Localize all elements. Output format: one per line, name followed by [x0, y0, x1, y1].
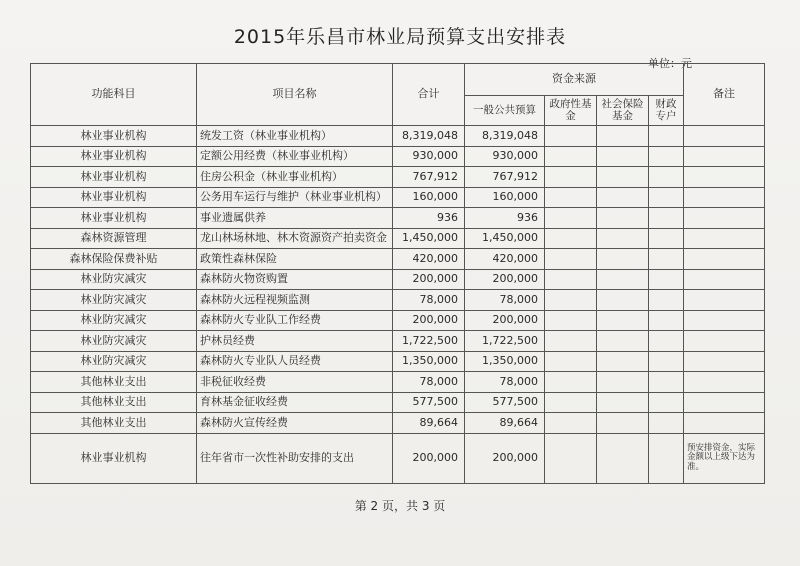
budget-table [30, 63, 765, 484]
cell-subject: 森林保险保费补贴 [31, 249, 197, 270]
cell-social-insurance-fund [597, 228, 649, 249]
cell-remarks [684, 413, 765, 434]
header-funding-source: 资金来源 [465, 64, 684, 96]
cell-total: 936 [393, 208, 465, 229]
cell-remarks [684, 331, 765, 352]
cell-gov-fund [545, 269, 597, 290]
cell-project: 森林防火专业队工作经费 [197, 310, 393, 331]
cell-social-insurance-fund [597, 433, 649, 483]
cell-gov-fund [545, 208, 597, 229]
cell-project: 非税征收经费 [197, 372, 393, 393]
cell-fiscal-special [649, 167, 684, 188]
cell-project: 森林防火宣传经费 [197, 413, 393, 434]
cell-total: 78,000 [393, 372, 465, 393]
cell-subject: 其他林业支出 [31, 372, 197, 393]
cell-subject: 林业防灾减灾 [31, 269, 197, 290]
cell-general-budget: 78,000 [465, 290, 545, 311]
header-fiscal-special: 财政专户 [649, 96, 684, 126]
cell-project: 定额公用经费（林业事业机构） [197, 146, 393, 167]
cell-gov-fund [545, 228, 597, 249]
cell-gov-fund [545, 146, 597, 167]
header-project: 项目名称 [197, 64, 393, 126]
cell-general-budget: 160,000 [465, 187, 545, 208]
cell-gov-fund [545, 351, 597, 372]
cell-fiscal-special [649, 351, 684, 372]
cell-gov-fund [545, 331, 597, 352]
unit-label: 单位：元 [648, 57, 692, 70]
cell-social-insurance-fund [597, 269, 649, 290]
cell-subject: 林业防灾减灾 [31, 331, 197, 352]
cell-social-insurance-fund [597, 126, 649, 147]
header-subject: 功能科目 [31, 64, 197, 126]
cell-fiscal-special [649, 187, 684, 208]
cell-fiscal-special [649, 290, 684, 311]
cell-remarks [684, 146, 765, 167]
cell-general-budget: 936 [465, 208, 545, 229]
table-row [31, 413, 765, 434]
cell-project: 统发工资（林业事业机构） [197, 126, 393, 147]
cell-gov-fund [545, 187, 597, 208]
cell-remarks [684, 187, 765, 208]
cell-general-budget: 930,000 [465, 146, 545, 167]
table-row [31, 351, 765, 372]
cell-general-budget: 200,000 [465, 433, 545, 483]
cell-social-insurance-fund [597, 146, 649, 167]
cell-fiscal-special [649, 310, 684, 331]
cell-remarks [684, 310, 765, 331]
cell-general-budget: 577,500 [465, 392, 545, 413]
cell-general-budget: 1,350,000 [465, 351, 545, 372]
cell-total: 1,722,500 [393, 331, 465, 352]
cell-project: 育林基金征收经费 [197, 392, 393, 413]
cell-project: 住房公积金（林业事业机构） [197, 167, 393, 188]
header-social-insurance-fund: 社会保险基金 [597, 96, 649, 126]
cell-social-insurance-fund [597, 208, 649, 229]
cell-remarks [684, 208, 765, 229]
cell-subject: 其他林业支出 [31, 413, 197, 434]
page-footer: 第 2 页，共 3 页 [354, 499, 446, 513]
cell-remarks [684, 228, 765, 249]
cell-gov-fund [545, 433, 597, 483]
cell-project: 森林防火专业队人员经费 [197, 351, 393, 372]
cell-general-budget: 8,319,048 [465, 126, 545, 147]
cell-remarks [684, 167, 765, 188]
cell-general-budget: 767,912 [465, 167, 545, 188]
cell-total: 200,000 [393, 269, 465, 290]
table-row [31, 331, 765, 352]
table-row [31, 310, 765, 331]
cell-remarks [684, 249, 765, 270]
cell-subject: 林业事业机构 [31, 146, 197, 167]
cell-total: 200,000 [393, 310, 465, 331]
cell-general-budget: 420,000 [465, 249, 545, 270]
cell-subject: 林业事业机构 [31, 208, 197, 229]
cell-social-insurance-fund [597, 351, 649, 372]
cell-total: 1,350,000 [393, 351, 465, 372]
cell-project: 护林员经费 [197, 331, 393, 352]
cell-general-budget: 78,000 [465, 372, 545, 393]
cell-project: 森林防火物资购置 [197, 269, 393, 290]
cell-fiscal-special [649, 228, 684, 249]
cell-project: 龙山林场林地、林木资源资产拍卖资金 [197, 228, 393, 249]
table-row [31, 126, 765, 147]
cell-remarks: 预安排资金，实际金额以上级下达为准。 [684, 433, 765, 483]
cell-subject: 林业防灾减灾 [31, 310, 197, 331]
cell-gov-fund [545, 392, 597, 413]
cell-remarks [684, 290, 765, 311]
cell-social-insurance-fund [597, 392, 649, 413]
cell-project: 往年省市一次性补助安排的支出 [197, 433, 393, 483]
cell-total: 78,000 [393, 290, 465, 311]
cell-project: 政策性森林保险 [197, 249, 393, 270]
cell-fiscal-special [649, 146, 684, 167]
cell-social-insurance-fund [597, 310, 649, 331]
cell-gov-fund [545, 310, 597, 331]
cell-project: 事业遗属供养 [197, 208, 393, 229]
cell-remarks [684, 372, 765, 393]
cell-general-budget: 89,664 [465, 413, 545, 434]
cell-subject: 森林资源管理 [31, 228, 197, 249]
cell-social-insurance-fund [597, 167, 649, 188]
cell-gov-fund [545, 126, 597, 147]
page-title: 2015年乐昌市林业局预算支出安排表 [233, 26, 567, 48]
table-row [31, 372, 765, 393]
cell-social-insurance-fund [597, 372, 649, 393]
cell-gov-fund [545, 249, 597, 270]
cell-remarks [684, 392, 765, 413]
header-remarks: 备注 [684, 64, 765, 126]
cell-gov-fund [545, 290, 597, 311]
header-row-1 [31, 64, 765, 96]
cell-general-budget: 200,000 [465, 310, 545, 331]
cell-project: 森林防火远程视频监测 [197, 290, 393, 311]
cell-social-insurance-fund [597, 187, 649, 208]
cell-remarks [684, 126, 765, 147]
cell-fiscal-special [649, 331, 684, 352]
cell-fiscal-special [649, 208, 684, 229]
cell-subject: 林业事业机构 [31, 126, 197, 147]
cell-subject: 林业防灾减灾 [31, 290, 197, 311]
table-row [31, 249, 765, 270]
cell-subject: 林业事业机构 [31, 167, 197, 188]
cell-fiscal-special [649, 413, 684, 434]
cell-total: 930,000 [393, 146, 465, 167]
cell-project: 公务用车运行与维护（林业事业机构） [197, 187, 393, 208]
header-gov-fund: 政府性基金 [545, 96, 597, 126]
cell-fiscal-special [649, 372, 684, 393]
cell-fiscal-special [649, 269, 684, 290]
cell-total: 1,450,000 [393, 228, 465, 249]
table-row [31, 228, 765, 249]
cell-gov-fund [545, 167, 597, 188]
cell-remarks [684, 351, 765, 372]
cell-general-budget: 1,722,500 [465, 331, 545, 352]
table-row [31, 290, 765, 311]
cell-subject: 林业事业机构 [31, 433, 197, 483]
cell-total: 577,500 [393, 392, 465, 413]
cell-total: 200,000 [393, 433, 465, 483]
cell-fiscal-special [649, 249, 684, 270]
cell-total: 89,664 [393, 413, 465, 434]
cell-social-insurance-fund [597, 249, 649, 270]
table-row [31, 146, 765, 167]
cell-fiscal-special [649, 392, 684, 413]
cell-social-insurance-fund [597, 413, 649, 434]
cell-social-insurance-fund [597, 290, 649, 311]
table-row [31, 392, 765, 413]
table-row [31, 269, 765, 290]
cell-general-budget: 1,450,000 [465, 228, 545, 249]
cell-total: 8,319,048 [393, 126, 465, 147]
header-general-budget: 一般公共预算 [465, 96, 545, 126]
cell-gov-fund [545, 413, 597, 434]
cell-gov-fund [545, 372, 597, 393]
table-row [31, 167, 765, 188]
cell-total: 767,912 [393, 167, 465, 188]
table-row [31, 433, 765, 483]
cell-general-budget: 200,000 [465, 269, 545, 290]
table-row [31, 187, 765, 208]
cell-fiscal-special [649, 433, 684, 483]
cell-fiscal-special [649, 126, 684, 147]
table-row [31, 208, 765, 229]
cell-subject: 其他林业支出 [31, 392, 197, 413]
cell-total: 160,000 [393, 187, 465, 208]
cell-remarks [684, 269, 765, 290]
cell-social-insurance-fund [597, 331, 649, 352]
cell-subject: 林业事业机构 [31, 187, 197, 208]
cell-total: 420,000 [393, 249, 465, 270]
cell-subject: 林业防灾减灾 [31, 351, 197, 372]
header-total: 合计 [393, 64, 465, 126]
